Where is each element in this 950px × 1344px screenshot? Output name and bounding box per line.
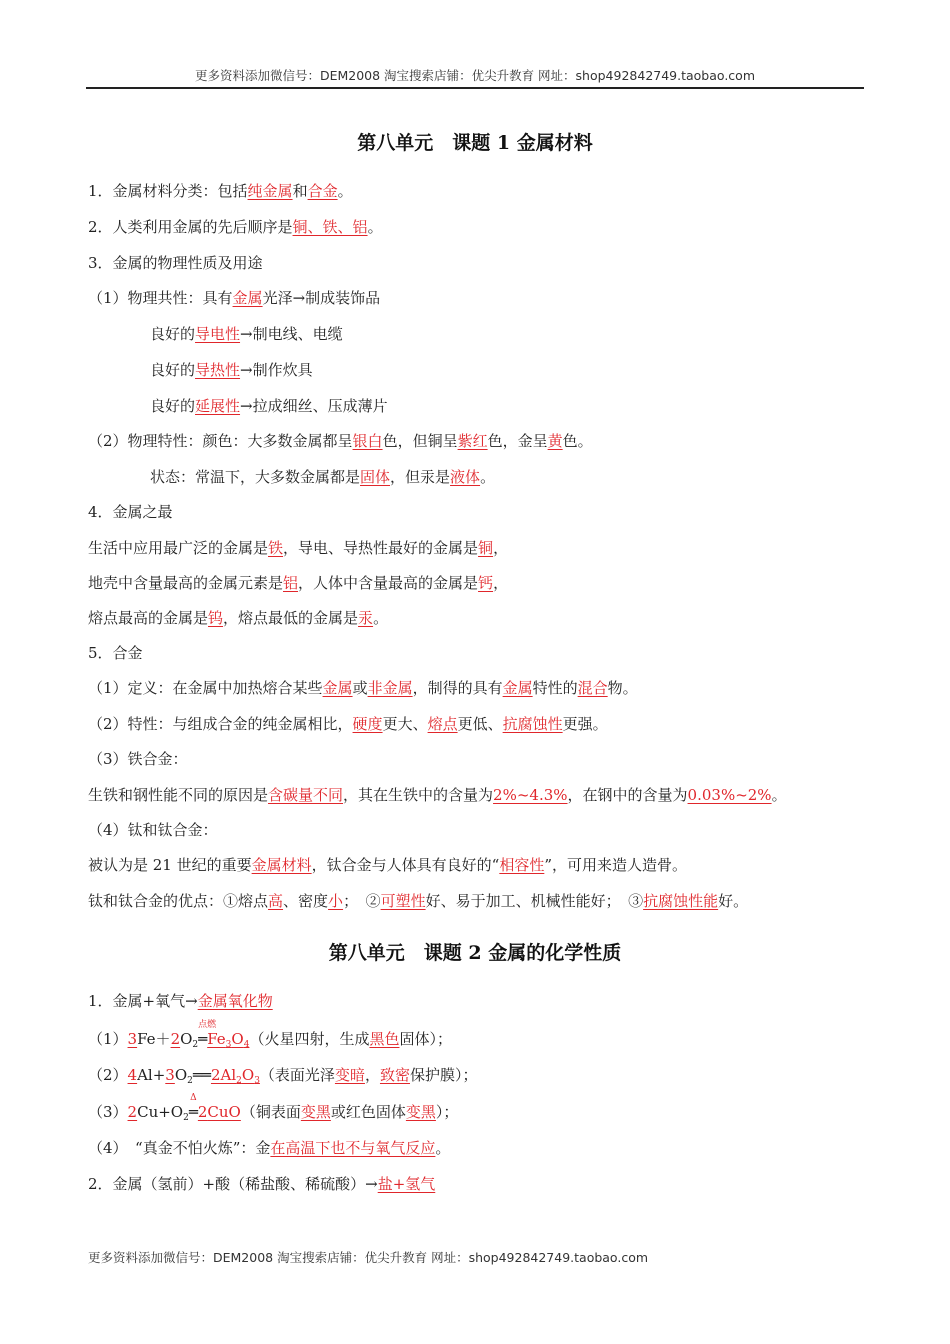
answer: 熔点 [427,715,458,733]
coefficient: 4 [127,1066,138,1084]
header-rule [86,87,864,89]
answer: 0.03%~2% [687,786,772,804]
item-3-2-state: 状态：常温下，大多数金属都是固体，但汞是液体。 [150,468,496,486]
item-5-2: （2）特性：与组成合金的纯金属相比，硬度更大、熔点更低、抗腐蚀性更强。 [88,715,608,733]
answer: 抗腐蚀性 [502,715,563,733]
answer: 小 [328,892,344,910]
chem-1-al: $(2)4Al+3O_2══2Al_2O_3$（表面光泽变暗，致密保护膜）； [88,1066,478,1086]
product: 2CuO [197,1103,241,1121]
item-4-c: 熔点最高的金属是钨，熔点最低的金属是汞。 [88,609,389,627]
answer: 铜 [478,539,494,557]
answer: 紫红 [457,432,488,450]
answer: 盐+氢气 [377,1175,436,1193]
answer: 2%~4.3% [493,786,568,804]
answer: 硬度 [352,715,383,733]
answer: 银白 [352,432,383,450]
chem-2: 2．金属（氢前）+酸（稀盐酸、稀硫酸）→盐+氢气 [88,1175,436,1193]
item-5-4-a: 被认为是 21 世纪的重要金属材料，钛合金与人体具有良好的“相容性”，可用来造人造骨。 [88,856,687,874]
reaction-condition: Δ ═ [188,1093,198,1121]
answer: 导电性 [195,325,241,343]
coefficient: 2 [170,1030,181,1048]
answer: 延展性 [195,397,241,415]
answer: 黄 [547,432,563,450]
item-3-1-b: 良好的导热性→制作炊具 [150,361,313,379]
answer: 变暗 [334,1066,365,1084]
item-5-4: （4）钛和钛合金： [88,821,218,839]
answer: 钨 [208,609,224,627]
section-title-1: 第八单元 课题 1 金属材料 [357,132,593,154]
answer: 变黑 [300,1103,331,1121]
product: $2Al_2O_3$ [210,1066,260,1086]
answer: 金属 [232,289,263,307]
item-1: 1．金属材料分类：包括纯金属和合金。 [88,182,353,200]
chem-1-fe: $(1)3Fe+2O_2$ 点燃 $═Fe_3O_4$（火星四射，生成黑色固体）； [88,1020,452,1050]
answer: 铜、铁、铝 [292,218,368,236]
answer: 铁 [268,539,284,557]
answer: 黑色 [369,1030,400,1048]
item-2: 2．人类利用金属的先后顺序是铜、铁、铝。 [88,218,383,236]
section-title-2: 第八单元 课题 2 金属的化学性质 [328,942,622,964]
item-3: 3．金属的物理性质及用途 [88,254,263,272]
answer: 致密 [379,1066,410,1084]
page-footer: 更多资料添加微信号：DEM2008 淘宝搜索店铺：优尖升教育 网址：shop492842749.taobao.com [88,1250,649,1265]
item-4-a: 生活中应用最广泛的金属是铁，导电、导热性最好的金属是铜， [88,539,509,557]
answer: 金属 [322,679,353,697]
answer: 含碳量不同 [268,786,344,804]
answer: 高 [268,892,284,910]
item-3-2: （2）物理特性：颜色：大多数金属都呈银白色，但铜呈紫红色，金呈黄色。 [88,432,593,450]
item-4-b: 地壳中含量最高的金属元素是铝，人体中含量最高的金属是钙， [88,574,509,592]
answer: 非金属 [367,679,413,697]
item-5-1: （1）定义：在金属中加热熔合某些金属或非金属，制得的具有金属特性的混合物。 [88,679,638,697]
answer: 变黑 [405,1103,436,1121]
item-5-3-a: 生铁和钢性能不同的原因是含碳量不同，其在生铁中的含量为2%~4.3%，在钢中的含量为0.03%~2%。 [88,786,787,804]
item-3-1-c: 良好的延展性→拉成细丝、压成薄片 [150,397,388,415]
answer: 抗腐蚀性能 [643,892,719,910]
item-5-4-b: 钛和钛合金的优点：①熔点高、密度小； ②可塑性好、易于加工、机械性能好； ③抗腐蚀性能好。 [88,892,749,910]
item-3-1-a: 良好的导电性→制电线、电缆 [150,325,343,343]
answer: 混合 [577,679,608,697]
coefficient: 3 [165,1066,175,1084]
chem-1-cu: $(3)2Cu+O_2$ Δ ═2CuO（铜表面变黑或红色固体变黑）； [88,1093,459,1123]
coefficient: 3 [127,1030,138,1048]
answer: 液体 [450,468,481,486]
answer: 金属氧化物 [197,992,273,1010]
answer: 固体 [360,468,391,486]
answer: 合金 [307,182,338,200]
answer: 铝 [283,574,299,592]
answer: 相容性 [499,856,545,874]
page-header: 更多资料添加微信号：DEM2008 淘宝搜索店铺：优尖升教育 网址：shop492842749.taobao.com [194,68,756,83]
chem-1-au: （4） “真金不怕火炼”：金在高温下也不与氧气反应。 [88,1139,451,1157]
item-5-3: （3）铁合金： [88,750,188,768]
answer: 导热性 [195,361,241,379]
coefficient: 2 [127,1103,138,1121]
reaction-condition: 点燃 ═ [198,1020,217,1048]
answer: 钙 [478,574,494,592]
answer: 汞 [358,609,374,627]
item-5: 5．合金 [88,644,143,662]
item-3-1: （1）物理共性：具有金属光泽→制成装饰品 [88,289,381,307]
item-4: 4．金属之最 [88,503,173,521]
chem-1: 1．金属+氧气→金属氧化物 [88,992,273,1010]
answer: 金属 [502,679,533,697]
answer: 在高温下也不与氧气反应 [270,1139,436,1157]
product: $Fe_3O_4$ [207,1030,250,1050]
answer: 可塑性 [380,892,426,910]
answer: 金属材料 [251,856,312,874]
answer: 纯金属 [247,182,293,200]
